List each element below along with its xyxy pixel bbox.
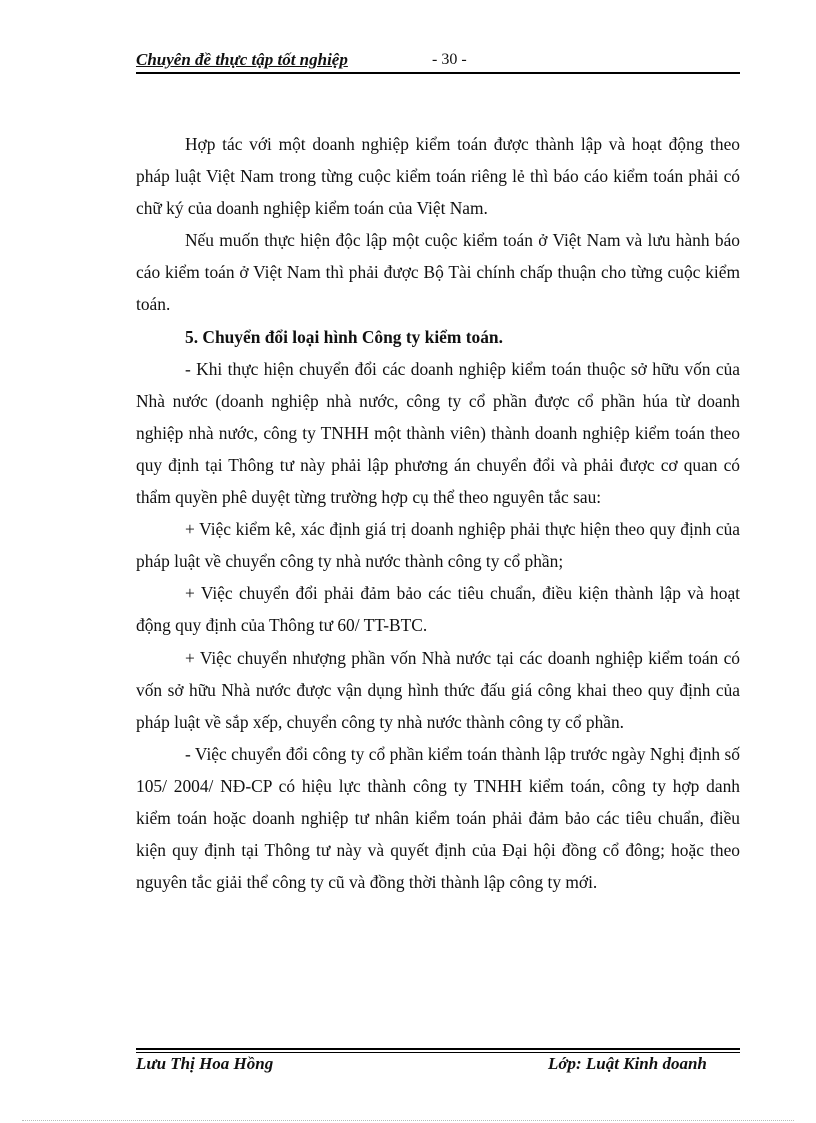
paragraph-independent-audit: Nếu muốn thực hiện độc lập một cuộc kiểm toán ở Việt Nam và lưu hành báo cáo kiểm toán ở Việt Nam thì phải được Bộ Tài chính chấp thuận cho từng cuộc kiểm toán. bbox=[136, 230, 740, 315]
paragraph-cooperation: Hợp tác với một doanh nghiệp kiểm toán được thành lập và hoạt động theo pháp luật Việt Nam trong từng cuộc kiểm toán riêng lẻ thì báo cáo kiểm toán phải có chữ ký của doanh nghiệp kiểm toán của Việt Nam. bbox=[136, 134, 740, 219]
paragraph-joint-stock-conversion: - Việc chuyển đổi công ty cổ phần kiểm toán thành lập trước ngày Nghị định số 105/ 2004/ NĐ-CP có hiệu lực thành công ty TNHH kiểm toán, công ty hợp danh kiểm toán hoặc doanh nghiệp tư nhân kiểm toán phải đảm bảo các tiêu chuẩn, điều kiện quy định tại Thông tư này và quyết định của Đại hội đồng cổ đông; hoặc theo nguyên tắc giải thể công ty cũ và đồng thời thành lập công ty mới. bbox=[136, 743, 740, 893]
footer-class: Lớp: Luật Kinh doanh bbox=[548, 1054, 707, 1073]
paragraph-conversion-standards: + Việc chuyển đổi phải đảm bảo các tiêu chuẩn, điều kiện thành lập và hoạt động quy định của Thông tư 60/ TT-BTC. bbox=[136, 583, 740, 636]
page-edge-divider bbox=[22, 1120, 794, 1121]
footer-rule bbox=[136, 1048, 740, 1053]
paragraph-conversion-state: - Khi thực hiện chuyển đổi các doanh nghiệp kiểm toán thuộc sở hữu vốn của Nhà nước (doanh nghiệp nhà nước, công ty cổ phần được cổ phần húa từ doanh nghiệp nhà nước, công ty TNHH một thành viên) thành doanh nghiệp kiểm toán theo quy định tại Thông tư này phải lập phương án chuyển đổi và phải được cơ quan có thẩm quyền phê duyệt từng trường hợp cụ thể theo nguyên tắc sau: bbox=[136, 358, 740, 508]
footer-author: Lưu Thị Hoa Hồng bbox=[136, 1054, 274, 1073]
paragraph-inventory-valuation: + Việc kiểm kê, xác định giá trị doanh nghiệp phải thực hiện theo quy định của pháp luật về chuyển công ty nhà nước thành công ty cổ phần; bbox=[136, 519, 740, 572]
page-header bbox=[136, 48, 740, 74]
paragraph-capital-transfer: + Việc chuyển nhượng phần vốn Nhà nước tại các doanh nghiệp kiểm toán có vốn sở hữu Nhà nước được vận dụng hình thức đấu giá công khai theo quy định của pháp luật về sắp xếp, chuyển công ty nhà nước thành công ty cổ phần. bbox=[136, 647, 740, 732]
document-title: Chuyên đề thực tập tốt nghiệp bbox=[136, 50, 348, 69]
page-number: - 30 - bbox=[432, 51, 467, 68]
section-heading: 5. Chuyển đổi loại hình Công ty kiểm toán. bbox=[185, 326, 503, 347]
document-body bbox=[136, 128, 740, 898]
